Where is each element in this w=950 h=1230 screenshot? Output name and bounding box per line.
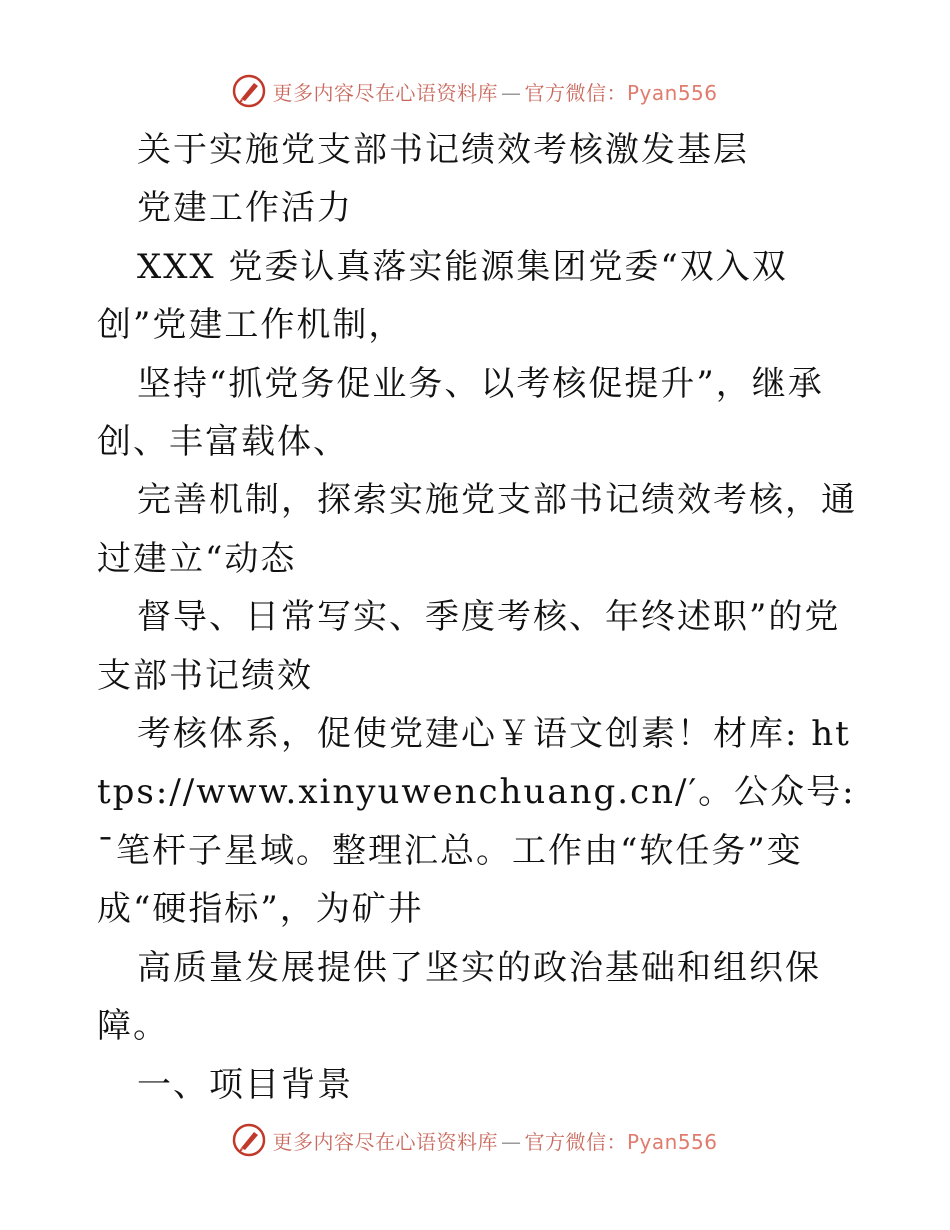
banner-label: 官方微信： [524, 80, 627, 105]
pen-logo-icon [232, 74, 266, 108]
banner-brand: 更多内容尽在心语资料库 [272, 80, 498, 105]
paragraph: 督导、日常写实、季度考核、年终述职”的党支部书记绩效 [97, 597, 841, 696]
doc-title-line-2: 党建工作活力 [137, 188, 353, 229]
banner-wechat-id: Pyan556 [626, 1129, 718, 1154]
banner-label: 官方微信： [524, 1129, 627, 1154]
paragraph: 高质量发展提供了坚实的政治基础和组织保障。 [97, 947, 821, 1047]
document-body [97, 121, 857, 1114]
paragraph: 完善机制，探索实施党支部书记绩效考核，通过建立“动态 [97, 480, 857, 579]
paragraph: 考核体系，促使党建心￥语文创素！材库: https://www.xinyuwenchuang.cn/′。公众号: ¯笔杆子星域。整理汇总。工作由“软任务”变成“硬指标”，为矿井 [97, 714, 856, 930]
section-heading: 一、项目背景 [137, 1064, 353, 1105]
paragraph: 坚持“抓党务促业务、以考核促提升”，继承创、丰富载体、 [97, 363, 824, 463]
header-banner-text [272, 77, 717, 106]
header-banner [0, 71, 950, 111]
footer-banner-text [272, 1126, 717, 1155]
banner-dash: — [500, 80, 522, 105]
footer-banner [0, 1120, 950, 1160]
doc-title-line-1: 关于实施党支部书记绩效考核激发基层 [137, 130, 749, 170]
paragraph: XXX 党委认真落实能源集团党委“双入双创”党建工作机制， [97, 246, 788, 346]
banner-dash: — [500, 1129, 522, 1154]
pen-logo-icon [232, 1123, 266, 1157]
banner-wechat-id: Pyan556 [626, 80, 718, 105]
banner-brand: 更多内容尽在心语资料库 [272, 1129, 498, 1154]
